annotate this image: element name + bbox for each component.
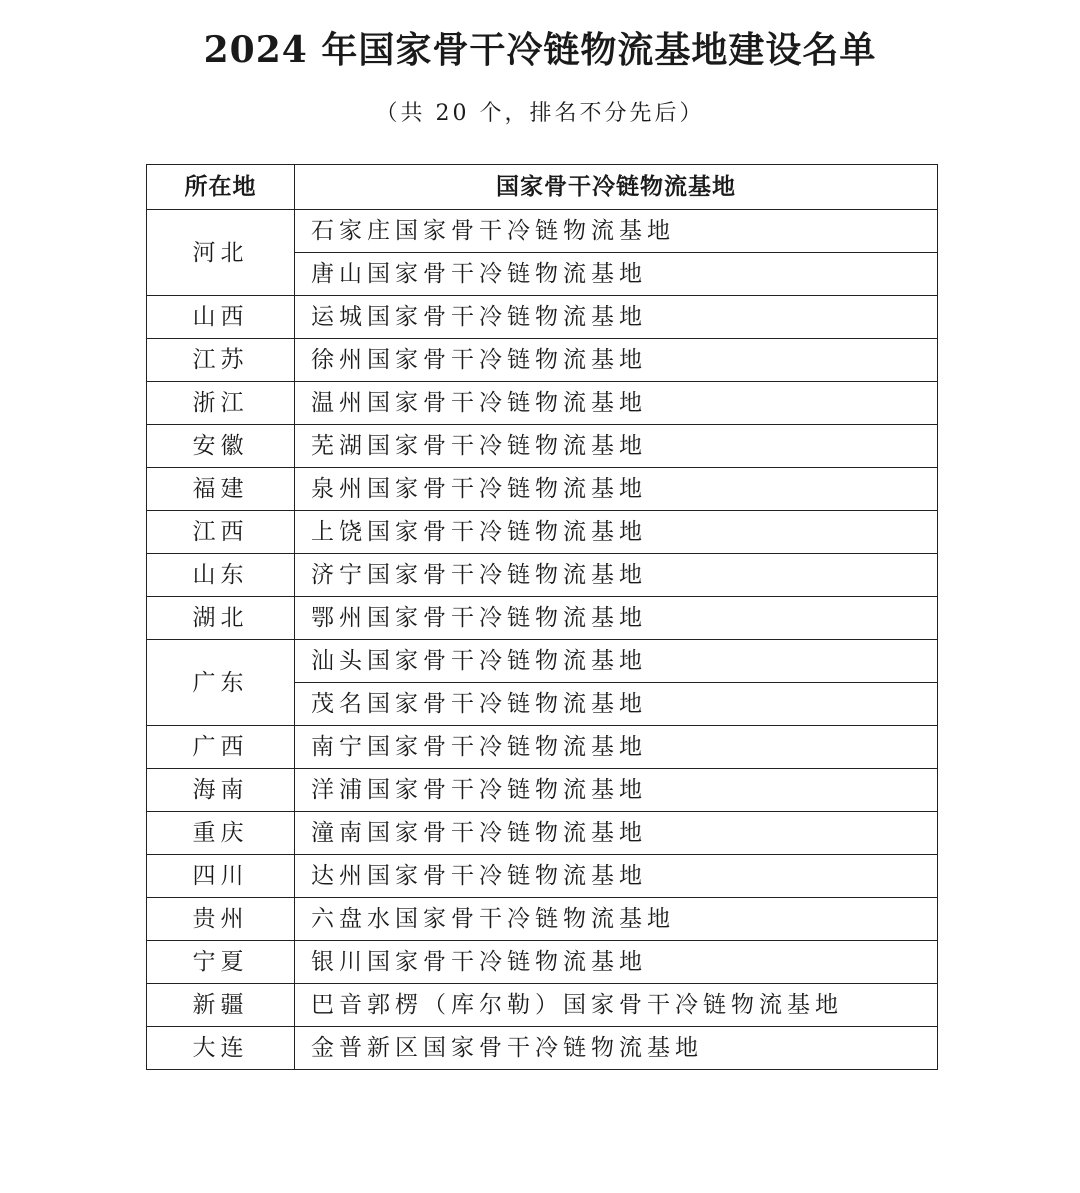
- base-name-cell: 银川国家骨干冷链物流基地: [295, 941, 938, 984]
- base-name-cell: 石家庄国家骨干冷链物流基地: [295, 210, 938, 253]
- base-name-cell: 巴音郭楞（库尔勒）国家骨干冷链物流基地: [295, 984, 938, 1027]
- table-row: [147, 941, 938, 984]
- document-title: 2024 年国家骨干冷链物流基地建设名单: [203, 29, 877, 71]
- table-header-row: [147, 165, 938, 210]
- table-row: [147, 468, 938, 511]
- table-row: [147, 554, 938, 597]
- location-cell: 广西: [147, 726, 295, 769]
- base-name-cell: 洋浦国家骨干冷链物流基地: [295, 769, 938, 812]
- table-row: [147, 1027, 938, 1070]
- base-name-cell: 达州国家骨干冷链物流基地: [295, 855, 938, 898]
- header-base: 国家骨干冷链物流基地: [295, 165, 938, 210]
- location-cell: 重庆: [147, 812, 295, 855]
- base-name-cell: 鄂州国家骨干冷链物流基地: [295, 597, 938, 640]
- table-row: [147, 425, 938, 468]
- location-cell: 山东: [147, 554, 295, 597]
- location-cell: 山西: [147, 296, 295, 339]
- table-row: [147, 898, 938, 941]
- base-name-cell: 上饶国家骨干冷链物流基地: [295, 511, 938, 554]
- location-cell: 四川: [147, 855, 295, 898]
- table-row: [147, 984, 938, 1027]
- base-name-cell: 唐山国家骨干冷链物流基地: [295, 253, 938, 296]
- location-cell: 福建: [147, 468, 295, 511]
- table-row: [147, 296, 938, 339]
- table-body: [147, 210, 938, 1070]
- base-name-cell: 潼南国家骨干冷链物流基地: [295, 812, 938, 855]
- table-row: [147, 597, 938, 640]
- table-row: [147, 382, 938, 425]
- location-cell: 海南: [147, 769, 295, 812]
- table-row: [147, 210, 938, 253]
- table-row: [147, 640, 938, 683]
- table-row: [147, 339, 938, 382]
- table-row: [147, 769, 938, 812]
- document-subtitle: （共 20 个，排名不分先后）: [375, 101, 705, 126]
- base-name-cell: 茂名国家骨干冷链物流基地: [295, 683, 938, 726]
- base-name-cell: 运城国家骨干冷链物流基地: [295, 296, 938, 339]
- base-name-cell: 六盘水国家骨干冷链物流基地: [295, 898, 938, 941]
- table-row: [147, 726, 938, 769]
- location-cell: 安徽: [147, 425, 295, 468]
- location-cell: 大连: [147, 1027, 295, 1070]
- base-list-table: [146, 164, 938, 1070]
- base-name-cell: 芜湖国家骨干冷链物流基地: [295, 425, 938, 468]
- base-name-cell: 温州国家骨干冷链物流基地: [295, 382, 938, 425]
- base-name-cell: 金普新区国家骨干冷链物流基地: [295, 1027, 938, 1070]
- header-location: 所在地: [147, 165, 295, 210]
- location-cell: 贵州: [147, 898, 295, 941]
- base-name-cell: 泉州国家骨干冷链物流基地: [295, 468, 938, 511]
- location-cell: 广东: [147, 640, 295, 726]
- location-cell: 江苏: [147, 339, 295, 382]
- table-row: [147, 511, 938, 554]
- base-name-cell: 徐州国家骨干冷链物流基地: [295, 339, 938, 382]
- table-row: [147, 812, 938, 855]
- base-name-cell: 济宁国家骨干冷链物流基地: [295, 554, 938, 597]
- base-name-cell: 汕头国家骨干冷链物流基地: [295, 640, 938, 683]
- location-cell: 湖北: [147, 597, 295, 640]
- location-cell: 江西: [147, 511, 295, 554]
- table-row: [147, 855, 938, 898]
- location-cell: 河北: [147, 210, 295, 296]
- location-cell: 新疆: [147, 984, 295, 1027]
- location-cell: 浙江: [147, 382, 295, 425]
- location-cell: 宁夏: [147, 941, 295, 984]
- base-name-cell: 南宁国家骨干冷链物流基地: [295, 726, 938, 769]
